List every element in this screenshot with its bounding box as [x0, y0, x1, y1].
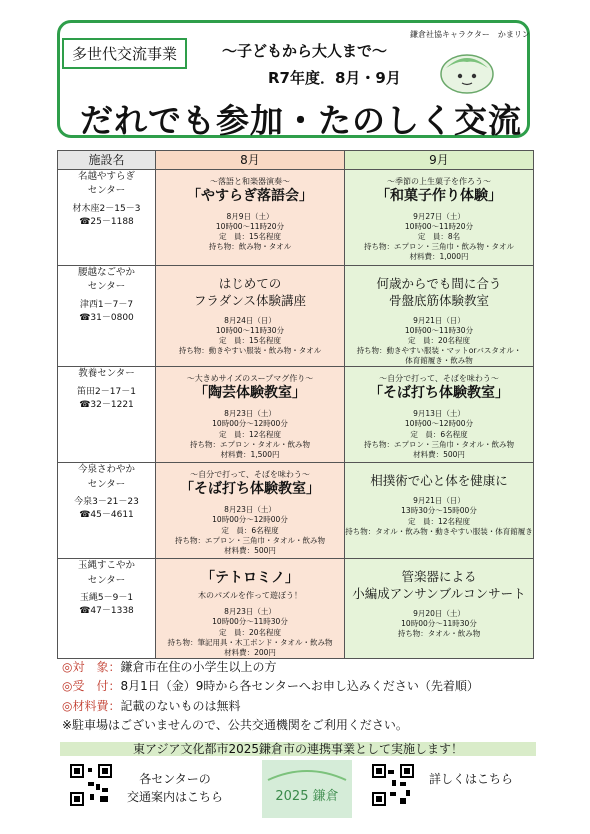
program-name: 何歳からでも間に合う 骨盤底筋体験教室	[376, 276, 502, 308]
facility-name: 今泉さわやか センター	[77, 464, 135, 490]
program-name: 「和菓子作り体験」	[376, 188, 502, 204]
program-details: 9月20日（土） 10時00分～11時30分 持ち物：タオル・飲み物	[397, 609, 481, 639]
facility-address: 材木座2－15－3	[72, 203, 141, 214]
facility-tel: ☎32－1221	[79, 400, 134, 411]
program-tagline: ～落語と和楽器演奏～	[210, 177, 290, 186]
september-program-cell	[345, 463, 534, 559]
target-line: ◎対 象：鎌倉市在住の小学生以上の方	[62, 660, 277, 674]
facility-address: 玉縄5－9－1	[79, 592, 134, 603]
program-name: 相撲術で心と体を健康に	[370, 473, 508, 489]
table-row	[58, 170, 534, 266]
september-program-cell	[345, 559, 534, 659]
table-row	[58, 266, 534, 367]
program-details: 9月21日（日） 13時30分～15時00分 定 員：12名程度 持ち物：タオル・飲み物・動きやすい服装・体育館履き	[345, 496, 533, 536]
august-program-cell	[156, 266, 345, 367]
august-program-cell	[156, 170, 345, 266]
table-row	[58, 367, 534, 463]
program-tagline: ～自分で打って、そばを味わう～	[379, 374, 499, 384]
program-details: 9月27日（土） 10時00～11時20分 定 員：8名 持ち物：エプロン・三角巾・飲み物・タオル 材料費：1,000円	[364, 211, 514, 262]
facility-tel: ☎47－1338	[79, 606, 134, 617]
facility-address: 今泉3－21－23	[74, 496, 139, 507]
facility-cell	[58, 367, 156, 463]
mascot-icon	[436, 44, 498, 96]
september-program-cell	[345, 170, 534, 266]
program-tagline: ～季節の上生菓子を作ろう～	[387, 177, 491, 186]
access-qr-icon[interactable]	[70, 764, 112, 806]
program-details: 8月24日（日） 10時00～11時30分 定 員：15名程度 持ち物：動きやすい服装・飲み物・タオル	[178, 315, 322, 356]
august-program-cell	[156, 559, 345, 659]
program-name: 「そば打ち体験教室」	[180, 481, 320, 498]
detail-qr-icon[interactable]	[372, 764, 414, 806]
materials-line: ◎材料費：記載のないものは無料	[62, 698, 241, 713]
logo-text: 2025 鎌倉	[275, 789, 339, 804]
facility-cell	[58, 463, 156, 559]
header-period: R7年度．8月・9月	[268, 69, 401, 87]
mascot-caption: 鎌倉社協キャラクター かまリン	[410, 30, 530, 39]
header-facility: 施設名	[58, 151, 156, 170]
facility-cell	[58, 266, 156, 367]
program-badge: 多世代交流事業	[62, 38, 187, 69]
program-name: 「テトロミノ」	[201, 570, 299, 587]
program-details: 8月23日（土） 10時00分～11時30分 定 員：20名程度 持ち物：筆記用具・木工ボンド・タオル・飲み物 材料費：200円	[167, 607, 333, 657]
header-subtitle: ～子どもから大人まで～	[222, 42, 388, 60]
facility-tel: ☎25－1188	[79, 217, 134, 227]
table-row	[58, 559, 534, 659]
september-program-cell	[345, 367, 534, 463]
program-details: 9月21日（日） 10時00～11時30分 定 員：20名程度 持ち物：動きやすい服装・マットorバスタオル・ 体育館履き・飲み物	[356, 315, 522, 366]
apply-line: ◎受 付：8月1日（金）9時から各センターへお申し込みください（先着順）	[62, 679, 479, 694]
access-label: 各センターの 交通案内はこちら	[126, 772, 223, 804]
program-name: 「そば打ち体験教室」	[369, 385, 509, 402]
facility-name: 名越やすらぎ センター	[77, 171, 135, 197]
header-august: 8月	[156, 151, 345, 170]
header-september: 9月	[345, 151, 534, 170]
program-details: 8月23日（土） 10時00分～12時00分 定 員：12名程度 持ち物：エプロン・タオル・飲み物 材料費：1,500円	[190, 409, 310, 459]
facility-cell	[58, 170, 156, 266]
east-asia-culture-logo	[262, 760, 352, 818]
facility-address: 笛田2－17－1	[77, 386, 136, 397]
facility-tel: ☎31－0800	[79, 313, 134, 323]
august-program-cell	[156, 463, 345, 559]
program-name: はじめての フラダンス体験講座	[193, 276, 307, 308]
schedule-table	[57, 150, 534, 659]
september-program-cell	[345, 266, 534, 367]
program-details: 9月13日（土） 10時00～12時00分 定 員：6名程度 持ち物：エプロン・三角巾・タオル・飲み物 材料費：500円	[364, 409, 514, 459]
facility-name: 教養センター	[78, 368, 135, 380]
facility-cell	[58, 559, 156, 659]
program-tagline: ～自分で打って、そばを味わう～	[190, 470, 310, 480]
facility-tel: ☎45－4611	[79, 510, 134, 521]
program-name: 「陶芸体験教室」	[194, 385, 306, 402]
partnership-banner: 東アジア文化都市2025鎌倉市の連携事業として実施します！	[60, 742, 536, 756]
table-row	[58, 463, 534, 559]
parking-note: ※駐車場はございませんので、公共交通機関をご利用ください。	[62, 718, 408, 733]
detail-label: 詳しくはこちら	[428, 772, 513, 786]
facility-address: 津西1－7－7	[79, 299, 134, 310]
footer-info	[62, 658, 479, 736]
program-name: 管楽器による 小編成アンサンブルコンサート	[352, 569, 526, 602]
program-subtitle: 木のパズルを作って遊ぼう！	[198, 591, 302, 601]
program-name: 「やすらぎ落語会」	[187, 188, 313, 204]
facility-name: 玉縄すこやか センター	[77, 560, 135, 586]
program-details: 8月23日（土） 10時00分～12時00分 定 員：6名程度 持ち物：エプロン・三角巾・タオル・飲み物 材料費：500円	[175, 505, 325, 555]
page-title: だれでも参加・たのしく交流	[80, 101, 522, 140]
august-program-cell	[156, 367, 345, 463]
program-tagline: ～大きめサイズのスープマグ作り～	[186, 374, 314, 384]
program-details: 8月9日（土） 10時00～11時20分 定 員：15名程度 持ち物：飲み物・タオル	[208, 211, 292, 252]
facility-name: 腰越なごやか センター	[77, 267, 135, 293]
